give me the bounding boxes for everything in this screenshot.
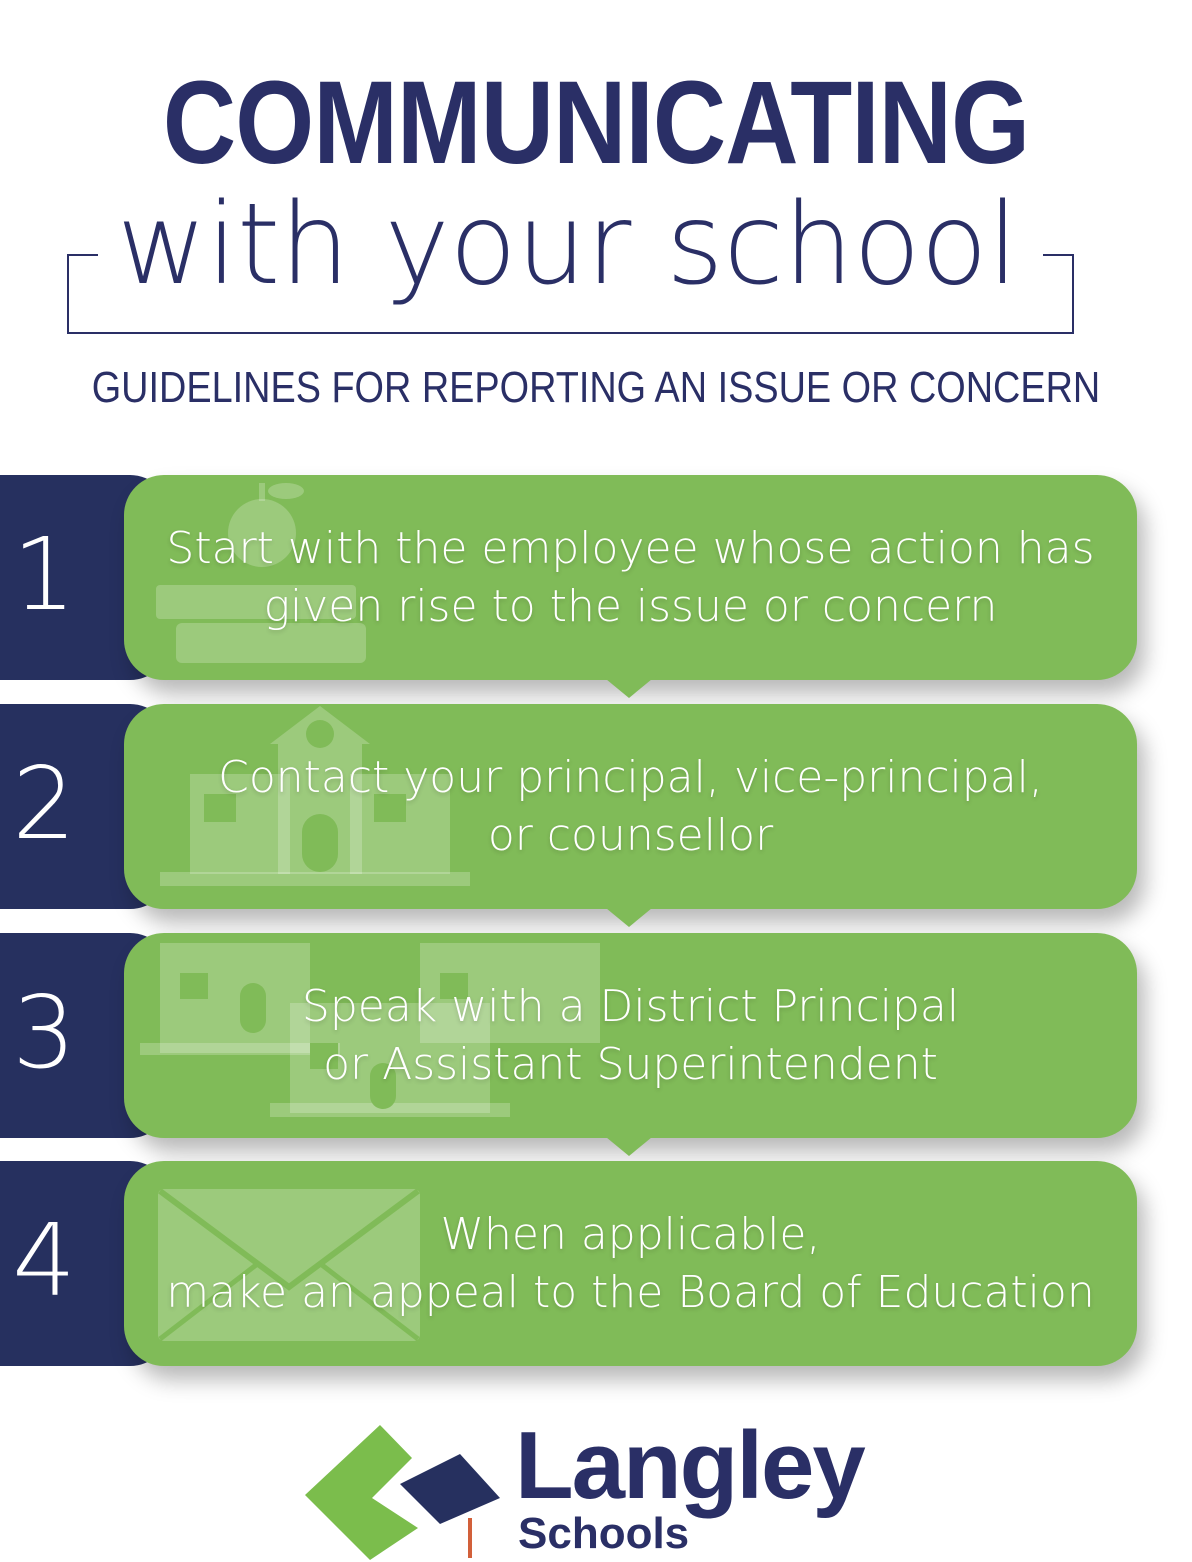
step-text-line: Speak with a District Principal <box>301 980 960 1032</box>
step-number: 3 <box>12 974 76 1091</box>
step-text-line: Contact your principal, vice-principal, <box>218 751 1043 803</box>
step-card <box>124 704 1137 909</box>
step-text-line: or Assistant Superintendent <box>323 1038 938 1090</box>
step-3 <box>0 933 1192 1138</box>
step-card <box>124 475 1137 680</box>
step-text-line: given rise to the issue or concern <box>263 580 998 632</box>
step-pointer <box>595 1128 663 1156</box>
logo-wordmark: Langley <box>515 1412 864 1519</box>
langley-schools-logo <box>300 1412 864 1562</box>
guidelines-heading: GUIDELINES FOR REPORTING AN ISSUE OR CONCERN <box>91 363 1101 412</box>
step-number: 4 <box>12 1202 76 1319</box>
logo-subtext: Schools <box>518 1509 690 1558</box>
logo-mark-icon <box>300 1420 500 1562</box>
page-title: COMMUNICATING <box>162 57 1030 189</box>
step-4 <box>0 1161 1192 1366</box>
step-number: 1 <box>12 516 76 633</box>
step-card <box>124 933 1137 1138</box>
step-text-line: make an appeal to the Board of Education <box>166 1266 1095 1318</box>
step-text-line: Start with the employee whose action has <box>166 522 1095 574</box>
subtitle-frame <box>60 180 1075 335</box>
step-2 <box>0 704 1192 909</box>
step-card <box>124 1161 1137 1366</box>
step-pointer <box>595 670 663 698</box>
page-subtitle: with your school <box>116 180 1019 310</box>
step-text-line: When applicable, <box>440 1208 821 1260</box>
step-1 <box>0 475 1192 680</box>
step-pointer <box>595 899 663 927</box>
step-text-line: or counsellor <box>487 809 774 861</box>
step-number: 2 <box>12 745 76 862</box>
